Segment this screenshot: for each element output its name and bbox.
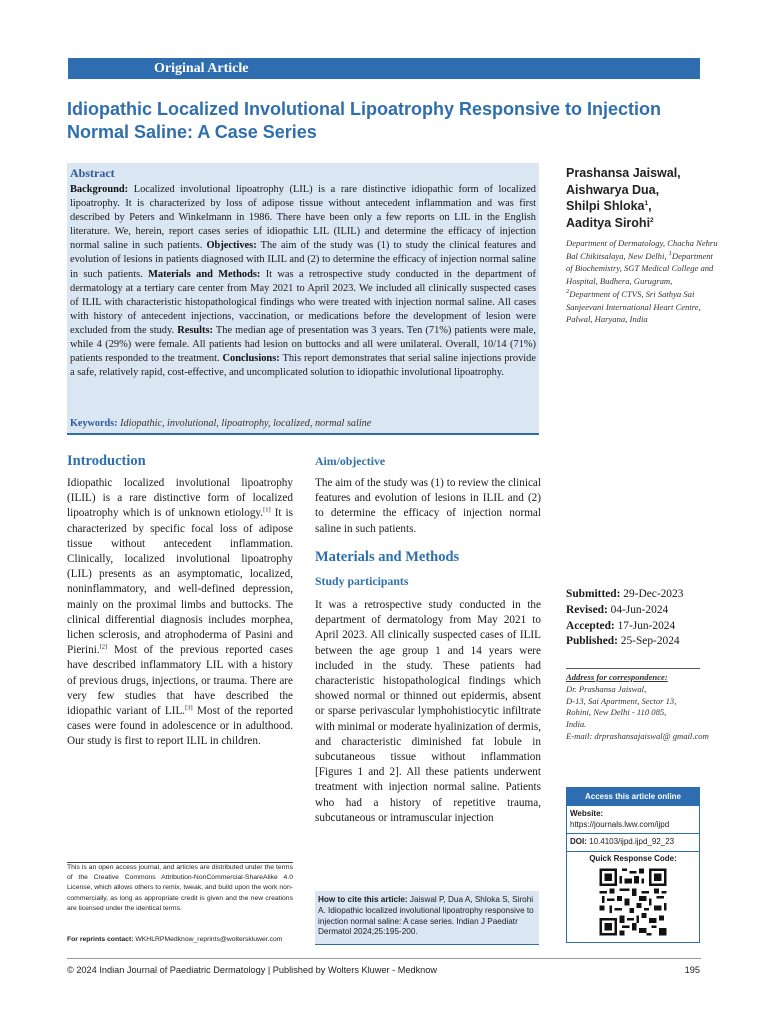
- footer-copyright: © 2024 Indian Journal of Paediatric Dermatology | Published by Wolters Kluwer - Medknow: [67, 965, 438, 975]
- correspondence-addr-2: Rohini, New Delhi - 110 085,: [566, 707, 667, 718]
- revised-date: 04-Jun-2024: [610, 603, 669, 616]
- abstract-heading: Abstract: [70, 166, 115, 180]
- intro-text-d: Most of the reported cases were found in adolescence or in adulthood. Our study is first to report ILIL in children.: [67, 705, 293, 748]
- author-list: [566, 165, 726, 231]
- results-label: Results:: [177, 324, 213, 336]
- correspondence-email[interactable]: E-mail: drprashansajaiswal@ gmail.com: [566, 730, 709, 741]
- reprints-label: For reprints contact:: [67, 936, 134, 943]
- affiliation-2: Department of Biochemistry, SGT Medical College and Hospital, Budhera, Gurugram,: [566, 250, 714, 287]
- article-type-banner: [68, 58, 700, 79]
- abstract-text: [70, 183, 536, 380]
- aim-text: The aim of the study was (1) to review the clinical features and evolution of lesions in ILIL and (2) to determine the efficacy of injection normal saline in such patients.: [315, 477, 541, 535]
- accepted-label: Accepted:: [566, 619, 615, 632]
- results-text: The median age of presentation was 3 years. Ten (71%) patients were male, while 4 (29%) were female. All patients had lesion on buttocks and all were unilateral. Overall, 10/14 (71%) patients responded to the treatment.: [70, 324, 536, 365]
- correspondence-name: Dr. Prashansa Jaiswal,: [566, 683, 647, 694]
- submitted-date: 29-Dec-2023: [623, 588, 684, 600]
- website-row: [567, 806, 699, 834]
- conclusions-label: Conclusions:: [222, 353, 280, 365]
- correspondence-addr-1: D-13, Sai Apartment, Sector 13,: [566, 695, 677, 706]
- author-3: [566, 198, 726, 215]
- website-label: Website:: [570, 809, 604, 818]
- objectives-label: Objectives:: [206, 240, 257, 252]
- intro-ref-2[interactable]: [2]: [99, 643, 108, 651]
- citation-text: Jaiswal P, Dua A, Shloka S, Sirohi A. Idiopathic localized involutional lipoatrophy responsive to injection normal saline: A case series. Indian J Paediatr Dermatol 2024;25:195-200.: [318, 895, 534, 937]
- article-dates: [566, 587, 726, 650]
- page-number: 195: [684, 965, 700, 975]
- author-3-name: Shilpi Shloka: [566, 199, 645, 213]
- correspondence-divider: [566, 668, 700, 669]
- intro-text-c: Most of the previous reported cases have described inflammatory LIL with a history of previous drugs, injections, or trauma. There are very few studies that have described the idiopathic variant of LIL.: [67, 644, 293, 718]
- correspondence: [566, 672, 716, 743]
- author-3-sup: 1: [644, 199, 649, 207]
- affiliation-sup-2: 2: [566, 287, 570, 295]
- article-type-label: Original Article: [154, 61, 249, 76]
- doi-row: [567, 834, 699, 852]
- introduction-text: [67, 476, 293, 750]
- access-online-heading: Access this article online: [567, 788, 699, 806]
- conclusions-text: This report demonstrates that serial saline injections provide a safe, relatively rapid, cost-effective, and uncomplicated solution to idiopathic involutional lipoatrophy.: [70, 353, 536, 379]
- affiliation-3: Department of CTVS, Sri Sathya Sai Sanjeevani International Heart Centre, Palwal, Haryana, India: [566, 288, 701, 325]
- doi-link[interactable]: 10.4103/ijpd.ijpd_92_23: [589, 837, 675, 846]
- website-link[interactable]: https://journals.lww.com/ijpd: [570, 819, 670, 829]
- license-text: This is an open access journal, and articles are distributed under the terms of the Creative Commons Attribution-NonCommercial-ShareAlike 4.0 License, which allows others to remix, tweak, and build upon the work non-commercially, as long as appropriate credit is given and the new creations are licensed under the identical terms.: [67, 864, 293, 912]
- published-row: [566, 634, 726, 650]
- article-title: Idiopathic Localized Involutional Lipoatrophy Responsive to Injection Normal Saline: A Case Series: [67, 99, 662, 142]
- methods-subheading: Study participants: [315, 574, 409, 588]
- author-4-name: Aaditya Sirohi: [566, 215, 651, 230]
- citation-label: How to cite this article:: [318, 895, 408, 904]
- keywords: [70, 417, 536, 430]
- reprints-email[interactable]: WKHLRPMedknow_reprints@wolterskluwer.com: [135, 936, 283, 943]
- author-1: Prashansa Jaiswal,: [566, 166, 681, 180]
- author-2: Aishwarya Dua,: [566, 182, 660, 197]
- affiliation-sup-1: 1: [668, 249, 672, 257]
- submitted-label: Submitted:: [566, 588, 621, 600]
- methods-label: Materials and Methods:: [148, 268, 261, 280]
- published-label: Published:: [566, 635, 618, 648]
- accepted-row: [566, 619, 726, 635]
- accepted-date: 17-Jun-2024: [617, 619, 676, 632]
- keywords-label: Keywords:: [70, 418, 118, 429]
- qr-code-icon[interactable]: [597, 866, 669, 938]
- introduction-heading: Introduction: [67, 453, 146, 469]
- intro-text-b: It is characterized by specific focal loss of adipose tissue without antecedent inflammation. Clinically, localized involutional lipoatrophy (LIL) presents as an asymptomatic, localized, noninflammatory, and well-defined depression, mainly on the proximal limbs and buttocks. The clinical differential diagnosis includes morphea, lichen sclerosis, and atrophoderma of Pasini and Pierini.: [67, 507, 294, 657]
- author-4: [566, 215, 726, 232]
- background-label: Background:: [70, 184, 129, 195]
- background-text: Localized involutional lipoatrophy (LIL) is a rare distinctive idiopathic form of localized lipoatrophy. It is characterized by loss of adipose tissue without antecedent inflammation and was first described by Peters and Winkelmann in 1986. There have been only a few reports on LIL in the English literature. We, herein, report cases series of idiopathic LIL (ILIL) and determine the efficacy of injection normal saline in such patients.: [70, 184, 536, 252]
- keywords-value: Idiopathic, involutional, lipoatrophy, localized, normal saline: [120, 418, 372, 429]
- submitted-row: [566, 587, 726, 603]
- reprints-contact: [67, 936, 307, 943]
- intro-ref-3[interactable]: [3]: [185, 704, 193, 712]
- objectives-text: The aim of the study was (1) to study the clinical features and evolution of lesions in patients diagnosed with ILIL and (2) to determine the efficacy of injection normal saline in such patients.: [70, 240, 536, 280]
- aim-heading: Aim/objective: [315, 454, 386, 468]
- author-3-comma: ,: [648, 199, 652, 213]
- qr-label: Quick Response Code:: [589, 853, 677, 863]
- methods-heading: Materials and Methods: [315, 549, 460, 565]
- access-online-box: [566, 787, 700, 943]
- correspondence-addr-3: India.: [566, 719, 587, 730]
- correspondence-label: Address for correspondence:: [566, 672, 668, 682]
- affiliation-1: Department of Dermatology, Chacha Nehru Bal Chikitsalaya, New Delhi,: [566, 238, 718, 261]
- revised-row: [566, 603, 726, 619]
- intro-ref-1[interactable]: [1]: [263, 506, 271, 514]
- author-4-sup: 2: [650, 216, 654, 224]
- methods-text: It was a retrospective study conducted in the department of dermatology from May 2021 to April 2023. All clinically suspected cases of ILIL between the age group 1 and 14 years were included in the study. These patients had characteristic histopathological findings which showed normal or thinned out epidermis, absent or sparse perivascular lymphohistiocytic infiltrate with minimal or moderate hyalinization of dermis, and characteristic diminished fat lobule in subcutaneous tissue without inflammation [Figures 1 and 2]. All these patients underwent treatment with injection normal saline. Patients who had a history of repetitive trauma, subcutaneous or intramuscular injection: [315, 599, 541, 824]
- revised-label: Revised:: [566, 603, 608, 616]
- methods-text: It was a retrospective study conducted in the department of dermatology at a tertiary care center from May 2021 to April 2023. We included all clinically suspected cases of ILIL with characteristic histopathological findings who were treated with injection normal saline. All cases with history of antecedent injections, vaccination, or medications before the development of lesion were excluded from the study.: [70, 268, 536, 336]
- intro-text-a: Idiopathic localized involutional lipoatrophy (ILIL) is a rare distinctive form of localized lipoatrophy which is of unknown etiology.: [67, 477, 293, 520]
- doi-label: DOI:: [570, 837, 587, 846]
- footer-divider: [67, 958, 701, 959]
- citation-box: [315, 891, 539, 945]
- affiliations: [566, 237, 718, 326]
- published-date: 25-Sep-2024: [620, 635, 680, 648]
